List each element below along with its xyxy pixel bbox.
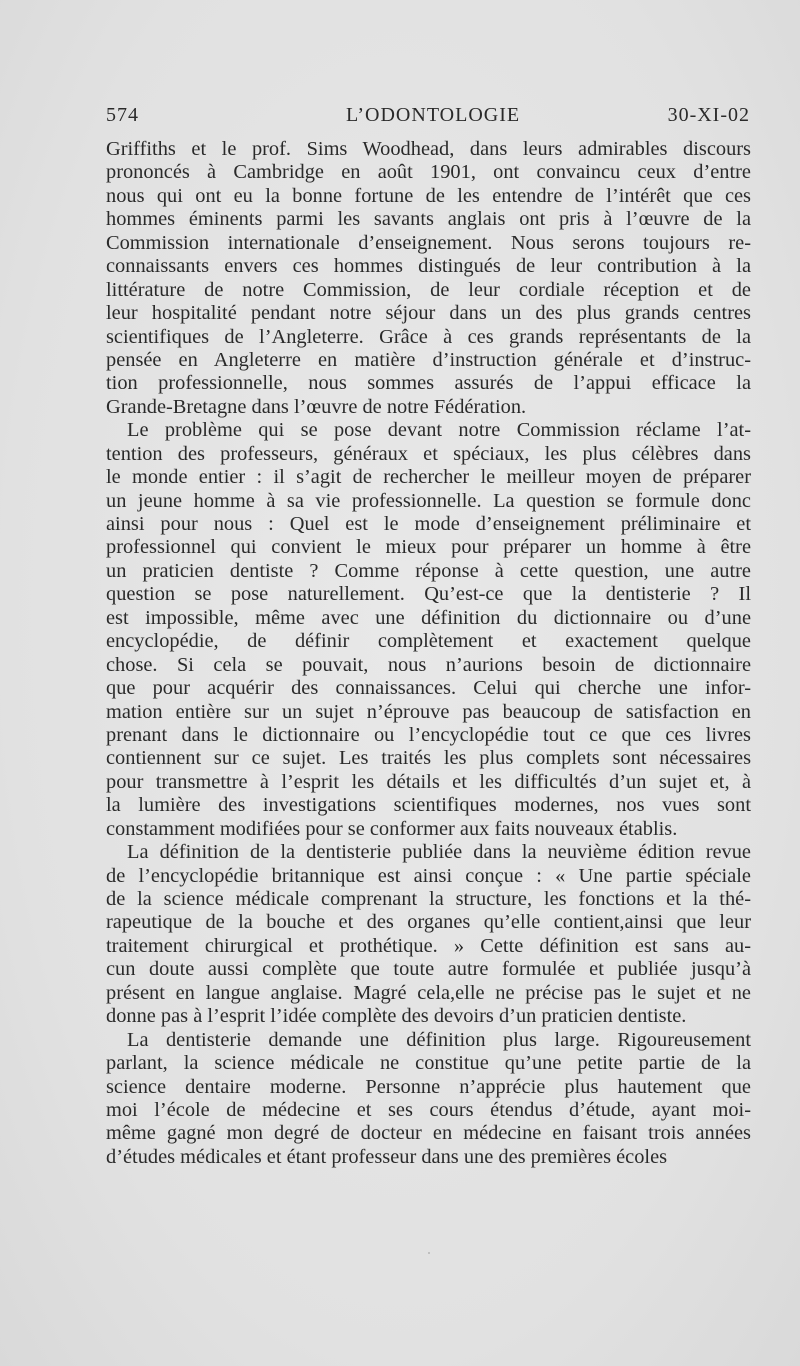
text-line: question se pose naturellement. Qu’est-ce que la dentisterie ? Il (106, 583, 751, 606)
text-line: La dentisterie demande une définition plus large. Rigoureusement (127, 1028, 751, 1051)
text-line: hommes éminents parmi les savants anglais ont pris à l’œuvre de la (106, 208, 751, 231)
paragraph (106, 138, 751, 419)
paper-speck (428, 1252, 430, 1254)
text-line: prenant dans le dictionnaire ou l’encyclopédie tout ce que ces livres (106, 723, 751, 746)
text-line: La définition de la dentisterie publiée dans la neuvième édition revue (127, 841, 751, 864)
text-line: leur hospitalité pendant notre séjour dans un des plus grands centres (106, 302, 751, 325)
text-line: encyclopédie, de définir complètement et exactement quelque (106, 630, 751, 653)
text-line: science dentaire moderne. Personne n’apprécie plus hautement que (106, 1075, 751, 1098)
text-line: rapeutique de la bouche et des organes qu’elle contient,ainsi que leur (106, 911, 751, 934)
text-line: cun doute aussi complète que toute autre formulée et publiée jusqu’à (106, 958, 751, 981)
text-line: le monde entier : il s’agit de rechercher le meilleur moyen de préparer (106, 466, 751, 489)
text-line: tion professionnelle, nous sommes assurés de l’appui efficace la (106, 372, 751, 395)
text-line: de l’encyclopédie britannique est ainsi conçue : « Une partie spéciale (106, 864, 751, 887)
text-line: moi l’école de médecine et ses cours étendus d’étude, ayant moi- (106, 1098, 751, 1121)
paragraph (106, 841, 751, 1029)
body-text (106, 138, 751, 1169)
text-line: connaissants envers ces hommes distingués de leur contribution à la (106, 255, 751, 278)
running-title: L’ODONTOLOGIE (346, 104, 521, 126)
text-line: traitement chirurgical et prothétique. » Cette définition est sans au- (106, 934, 751, 957)
text-line: Le problème qui se pose devant notre Commission réclame l’at- (127, 419, 751, 442)
text-line: donne pas à l’esprit l’idée complète des devoirs d’un praticien dentiste. (106, 1005, 687, 1028)
text-line: pour transmettre à l’esprit les détails et les difficultés d’un sujet et, à (106, 770, 751, 793)
text-line: prononcés à Cambridge en août 1901, ont convaincu ceux d’entre (106, 161, 751, 184)
issue-date: 30-XI-02 (667, 104, 750, 126)
text-line: présent en langue anglaise. Magré cela,elle ne précise pas le sujet et ne (106, 981, 751, 1004)
text-line: est impossible, même avec une définition du dictionnaire ou d’une (106, 606, 751, 629)
text-line: constamment modifiées pour se conformer aux faits nouveaux établis. (106, 817, 678, 840)
text-line: Grande-Bretagne dans l’œuvre de notre Fédération. (106, 395, 527, 418)
text-line: mation entière sur un sujet n’éprouve pas beaucoup de satisfaction en (106, 700, 751, 723)
text-line: de la science médicale comprenant la structure, les fonctions et la thé- (106, 888, 751, 910)
page-number: 574 (106, 104, 139, 126)
text-line: ainsi pour nous : Quel est le mode d’enseignement préliminaire et (106, 513, 751, 535)
text-line: que pour acquérir des connaissances. Celui qui cherche une infor- (106, 677, 751, 700)
running-header (106, 104, 750, 132)
text-line: la lumière des investigations scientifiques modernes, nos vues sont (106, 794, 751, 817)
text-line: littérature de notre Commission, de leur cordiale réception et de (106, 278, 751, 301)
text-line: scientifiques de l’Angleterre. Grâce à ces grands représentants de la (106, 325, 751, 348)
text-line: contiennent sur ce sujet. Les traités les plus complets sont nécessaires (106, 747, 751, 770)
paragraph (106, 1029, 751, 1170)
text-line: un jeune homme à sa vie professionnelle. La question se formule donc (106, 489, 751, 512)
text-line: professionnel qui convient le mieux pour préparer un homme à être (106, 536, 751, 559)
text-line: même gagné mon degré de docteur en médecine en faisant trois années (106, 1122, 751, 1145)
text-line: un praticien dentiste ? Comme réponse à cette question, une autre (106, 559, 751, 582)
text-line: Commission internationale d’enseignement. Nous serons toujours re- (106, 231, 751, 254)
text-line: d’études médicales et étant professeur dans une des premières écoles (106, 1145, 668, 1168)
text-line: tention des professeurs, généraux et spéciaux, les plus célèbres dans (106, 442, 751, 465)
text-line: parlant, la science médicale ne constitue qu’une petite partie de la (106, 1052, 751, 1075)
text-line: Griffiths et le prof. Sims Woodhead, dans leurs admirables discours (106, 138, 751, 160)
text-line: pensée en Angleterre en matière d’instruction générale et d’instruc- (106, 348, 751, 371)
text-line: nous qui ont eu la bonne fortune de les entendre de l’intérêt que ces (106, 184, 751, 207)
text-line: chose. Si cela se pouvait, nous n’aurions besoin de dictionnaire (106, 653, 751, 676)
paragraph (106, 419, 751, 841)
